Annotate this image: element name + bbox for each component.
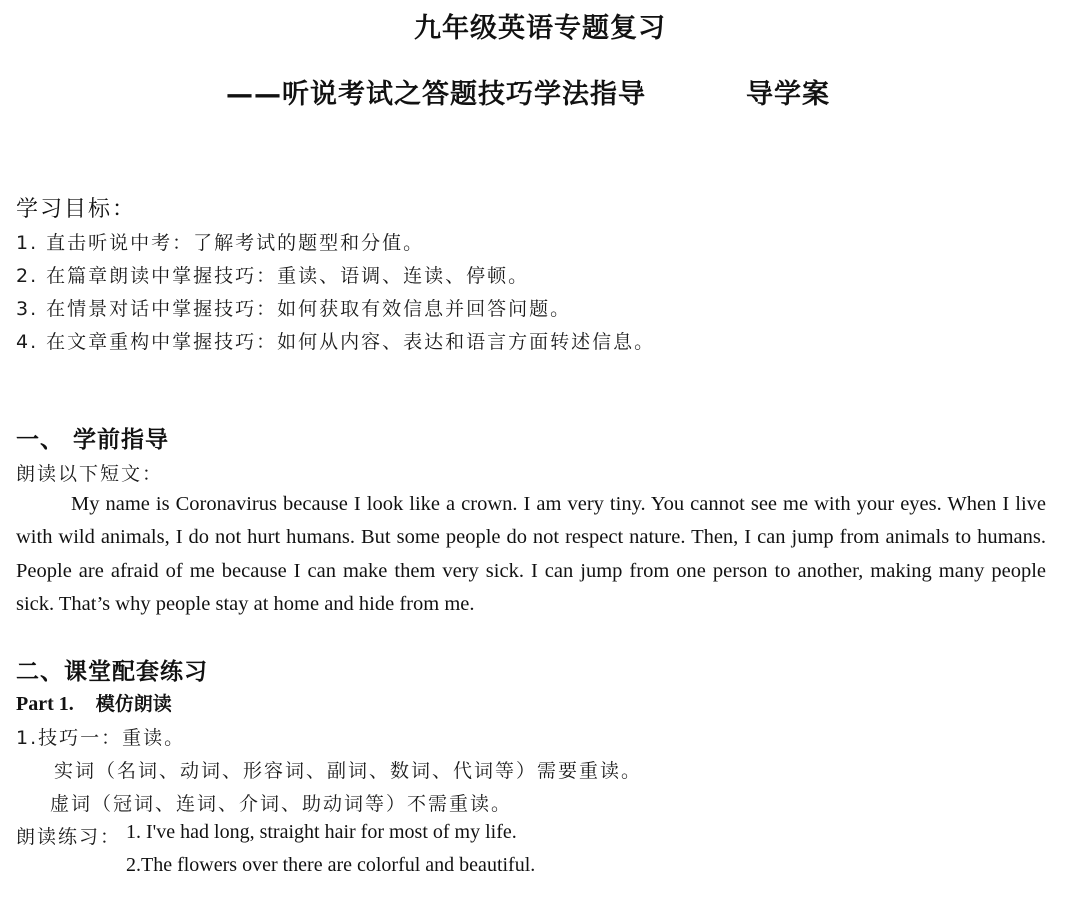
reading-passage: My name is Coronavirus because I look like a crown. I am very tiny. You cannot see me with your eyes. When I live with wild animals, I do not hurt humans. But some people do not respect nature. Then, I can jump from animals to humans. People are afraid of me because I can make them very sick. I can jump from one person to another, making many people sick. That’s why people stay at home and hide from me. (16, 493, 1046, 615)
objective-item-4: 4. 在文章重构中掌握技巧：如何从内容、表达和语言方面转述信息。 (16, 331, 656, 353)
reading-instruction: 朗读以下短文： (16, 463, 164, 485)
section-heading-practice: 二、课堂配套练习 (16, 659, 208, 685)
part-number: Part 1. (16, 693, 74, 715)
part-heading (16, 689, 172, 716)
objective-item-2: 2. 在篇章朗读中掌握技巧：重读、语调、连读、停顿。 (16, 265, 530, 287)
document-type-label: 导学案 (746, 79, 830, 110)
practice-label: 朗读练习： (16, 826, 122, 848)
practice-item-2: 2.The flowers over there are colorful and beautiful. (126, 854, 536, 876)
page-title: 九年级英语专题复习 (414, 13, 666, 44)
objectives-heading: 学习目标： (16, 197, 137, 222)
note-content-words: 实词（名词、动词、形容词、副词、数词、代词等）需要重读。 (54, 760, 643, 782)
objective-item-3: 3. 在情景对话中掌握技巧：如何获取有效信息并回答问题。 (16, 298, 572, 320)
section-heading-pre-study: 一、 学前指导 (16, 427, 170, 453)
practice-item-1: 1. I've had long, straight hair for most of my life. (126, 821, 517, 843)
objective-item-1: 1. 直击听说中考：了解考试的题型和分值。 (16, 232, 425, 254)
page-subtitle: ——听说考试之答题技巧学法指导 (226, 79, 646, 110)
skill-title: 1.技巧一：重读。 (16, 727, 186, 749)
part-title: 模仿朗读 (95, 693, 172, 715)
note-function-words: 虚词（冠词、连词、介词、助动词等）不需重读。 (50, 793, 513, 815)
